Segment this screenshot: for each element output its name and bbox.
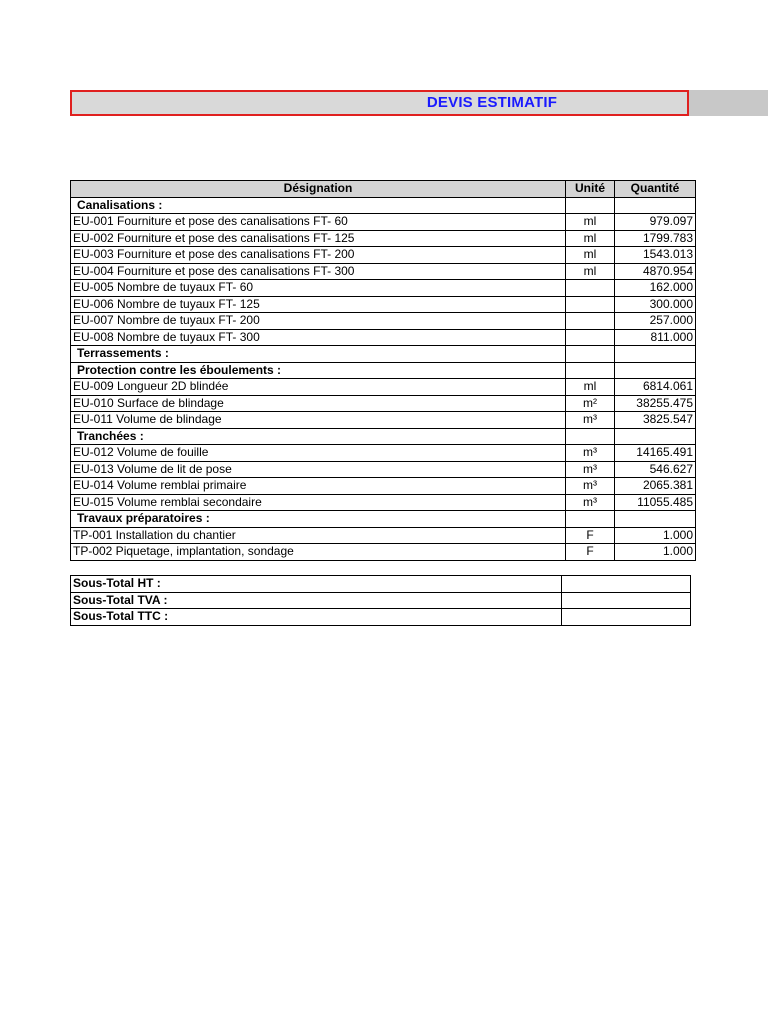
- cell-designation: TP-002 Piquetage, implantation, sondage: [71, 544, 566, 561]
- cell-unite: [566, 346, 615, 363]
- cell-quantite: 3825.547: [615, 412, 696, 429]
- total-label: Sous-Total HT :: [71, 576, 562, 593]
- header-designation: Désignation: [71, 181, 566, 198]
- table-row: [71, 329, 696, 346]
- cell-quantite: 11055.485: [615, 494, 696, 511]
- table-row: [71, 544, 696, 561]
- cell-quantite: [615, 511, 696, 528]
- cell-unite: ml: [566, 263, 615, 280]
- cell-designation: EU-001 Fourniture et pose des canalisations FT- 60: [71, 214, 566, 231]
- cell-designation: Canalisations :: [71, 197, 566, 214]
- quote-table: [70, 180, 696, 561]
- table-row: [71, 280, 696, 297]
- cell-quantite: [615, 346, 696, 363]
- total-value: [562, 609, 691, 626]
- cell-designation: EU-005 Nombre de tuyaux FT- 60: [71, 280, 566, 297]
- cell-designation: EU-013 Volume de lit de pose: [71, 461, 566, 478]
- table-row: [71, 527, 696, 544]
- cell-quantite: 811.000: [615, 329, 696, 346]
- cell-unite: [566, 296, 615, 313]
- cell-unite: ml: [566, 379, 615, 396]
- total-row: [71, 592, 691, 609]
- cell-quantite: 300.000: [615, 296, 696, 313]
- cell-designation: TP-001 Installation du chantier: [71, 527, 566, 544]
- cell-unite: [566, 428, 615, 445]
- cell-quantite: [615, 428, 696, 445]
- cell-unite: ml: [566, 214, 615, 231]
- section-row: [71, 511, 696, 528]
- cell-unite: ml: [566, 247, 615, 264]
- total-label: Sous-Total TVA :: [71, 592, 562, 609]
- cell-unite: m³: [566, 412, 615, 429]
- cell-quantite: 1.000: [615, 527, 696, 544]
- table-row: [71, 461, 696, 478]
- cell-quantite: 6814.061: [615, 379, 696, 396]
- cell-designation: Travaux préparatoires :: [71, 511, 566, 528]
- table-row: [71, 247, 696, 264]
- cell-quantite: 1543.013: [615, 247, 696, 264]
- cell-unite: [566, 280, 615, 297]
- cell-designation: EU-009 Longueur 2D blindée: [71, 379, 566, 396]
- cell-designation: EU-010 Surface de blindage: [71, 395, 566, 412]
- document-title: DEVIS ESTIMATIF: [426, 94, 558, 111]
- total-value: [562, 576, 691, 593]
- cell-unite: m³: [566, 494, 615, 511]
- cell-quantite: 2065.381: [615, 478, 696, 495]
- cell-designation: Protection contre les éboulements :: [71, 362, 566, 379]
- table-header-row: [71, 181, 696, 198]
- section-row: [71, 346, 696, 363]
- cell-designation: EU-014 Volume remblai primaire: [71, 478, 566, 495]
- table-row: [71, 230, 696, 247]
- cell-designation: Tranchées :: [71, 428, 566, 445]
- cell-quantite: 38255.475: [615, 395, 696, 412]
- cell-designation: Terrassements :: [71, 346, 566, 363]
- cell-designation: EU-002 Fourniture et pose des canalisations FT- 125: [71, 230, 566, 247]
- cell-quantite: [615, 362, 696, 379]
- cell-designation: EU-012 Volume de fouille: [71, 445, 566, 462]
- cell-unite: F: [566, 527, 615, 544]
- header-unite: Unité: [566, 181, 615, 198]
- section-row: [71, 428, 696, 445]
- title-band-gray: [689, 90, 768, 116]
- title-band: [70, 90, 768, 116]
- total-row: [71, 609, 691, 626]
- cell-unite: [566, 511, 615, 528]
- cell-quantite: 162.000: [615, 280, 696, 297]
- cell-unite: m³: [566, 461, 615, 478]
- section-row: [71, 362, 696, 379]
- table-row: [71, 214, 696, 231]
- cell-quantite: 257.000: [615, 313, 696, 330]
- title-box: [70, 90, 689, 116]
- cell-unite: m³: [566, 478, 615, 495]
- cell-designation: EU-004 Fourniture et pose des canalisations FT- 300: [71, 263, 566, 280]
- header-quantite: Quantité: [615, 181, 696, 198]
- totals-table: [70, 575, 691, 626]
- table-row: [71, 263, 696, 280]
- table-row: [71, 445, 696, 462]
- cell-unite: ml: [566, 230, 615, 247]
- total-label: Sous-Total TTC :: [71, 609, 562, 626]
- cell-quantite: 4870.954: [615, 263, 696, 280]
- cell-unite: [566, 197, 615, 214]
- cell-quantite: 14165.491: [615, 445, 696, 462]
- cell-quantite: 979.097: [615, 214, 696, 231]
- cell-designation: EU-008 Nombre de tuyaux FT- 300: [71, 329, 566, 346]
- cell-unite: [566, 362, 615, 379]
- cell-unite: [566, 313, 615, 330]
- table-row: [71, 395, 696, 412]
- table-row: [71, 379, 696, 396]
- cell-designation: EU-006 Nombre de tuyaux FT- 125: [71, 296, 566, 313]
- cell-designation: EU-007 Nombre de tuyaux FT- 200: [71, 313, 566, 330]
- table-row: [71, 296, 696, 313]
- table-row: [71, 313, 696, 330]
- cell-quantite: [615, 197, 696, 214]
- table-row: [71, 478, 696, 495]
- cell-unite: m³: [566, 445, 615, 462]
- section-row: [71, 197, 696, 214]
- cell-quantite: 1799.783: [615, 230, 696, 247]
- cell-designation: EU-011 Volume de blindage: [71, 412, 566, 429]
- table-row: [71, 412, 696, 429]
- total-value: [562, 592, 691, 609]
- cell-unite: F: [566, 544, 615, 561]
- total-row: [71, 576, 691, 593]
- cell-quantite: 1.000: [615, 544, 696, 561]
- cell-quantite: 546.627: [615, 461, 696, 478]
- totals-table-body: [71, 576, 691, 626]
- cell-designation: EU-015 Volume remblai secondaire: [71, 494, 566, 511]
- cell-unite: [566, 329, 615, 346]
- cell-designation: EU-003 Fourniture et pose des canalisations FT- 200: [71, 247, 566, 264]
- quote-table-body: [71, 197, 696, 560]
- cell-unite: m²: [566, 395, 615, 412]
- table-row: [71, 494, 696, 511]
